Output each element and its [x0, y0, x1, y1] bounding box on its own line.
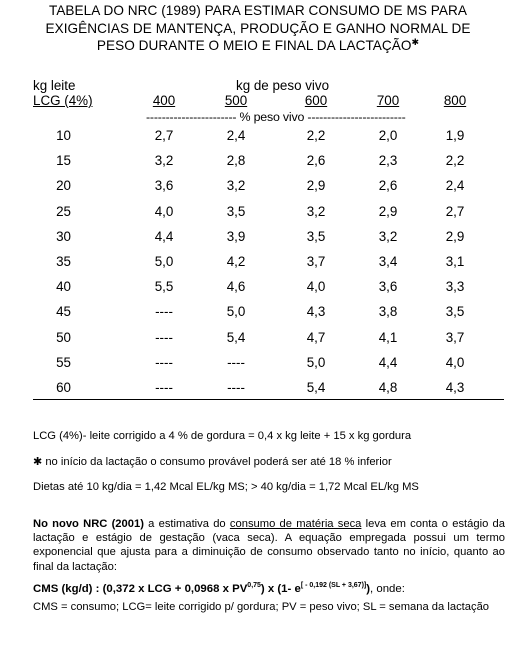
cell-value-700: 2,6	[378, 178, 398, 194]
cell-value-500: 5,4	[226, 329, 246, 345]
cell-kg-leite: 25	[56, 203, 71, 219]
table-title	[18, 2, 498, 55]
cell-value-700: 2,0	[378, 128, 398, 143]
cell-value-500: 3,5	[226, 203, 246, 219]
formula-exponent-e: [ - 0,192 (SL + 3,67)]	[300, 582, 367, 589]
column-header-800: 800	[443, 93, 467, 108]
cell-value-500: 4,2	[226, 254, 246, 269]
cell-value-400: ----	[155, 304, 173, 320]
cell-value-700: 4,4	[378, 354, 398, 370]
cell-value-700: 3,6	[378, 279, 398, 295]
cell-value-800: 4,3	[445, 380, 465, 395]
paragraph-text-2: leva em conta o estágio da lactação e estágio de gestação (vaca seca). A equação empregada possui um termo exponencial que ajusta para a diminuição de consumo observado tanto no início, quanto ao final da lactação:	[33, 518, 505, 573]
cell-kg-leite: 10	[56, 128, 71, 143]
cell-value-400: 3,6	[154, 178, 174, 194]
cell-value-800: 3,3	[445, 279, 465, 295]
cell-value-800: 2,9	[445, 228, 465, 244]
note-lcg: LCG (4%)- leite corrigido a 4 % de gordura = 0,4 x kg leite + 15 x kg gordura	[33, 430, 412, 442]
cell-value-400: ----	[155, 380, 173, 395]
cell-kg-leite: 60	[56, 380, 71, 395]
cell-value-500: 3,2	[226, 178, 246, 194]
cell-value-500: 5,0	[226, 304, 246, 320]
cell-kg-leite: 45	[56, 304, 71, 320]
column-header-400: 400	[152, 93, 176, 108]
nrc-2001-paragraph	[33, 517, 505, 574]
title-line-2: EXIGÊNCIAS DE MANTENÇA, PRODUÇÃO E GANHO NORMAL DE	[45, 20, 471, 36]
note-inicio-text: no início da lactação o consumo provável poderá ser até 18 % inferior	[42, 456, 392, 468]
formula-part-1: CMS (kg/d) : (0,372 x LCG + 0,0968 x PV	[33, 583, 248, 595]
cell-value-500: 3,9	[226, 228, 246, 244]
cell-value-800: 2,4	[445, 178, 465, 194]
formula-part-3: )	[366, 583, 371, 595]
cell-value-400: 3,2	[154, 153, 174, 169]
cell-value-700: 4,8	[378, 380, 398, 395]
cell-value-600: 5,4	[306, 380, 326, 395]
cell-value-700: 3,8	[378, 304, 398, 320]
cell-value-800: 2,2	[445, 153, 465, 169]
row-header-lcg: LCG (4%)	[33, 93, 93, 108]
cell-value-400: ----	[155, 354, 173, 370]
cell-value-500: 2,8	[226, 153, 246, 169]
asterisk-mark: ✱	[33, 456, 43, 468]
cell-value-500: 4,6	[226, 279, 246, 295]
asterisk-mark: ✱	[411, 37, 420, 47]
cell-kg-leite: 50	[56, 329, 71, 345]
cell-value-700: 3,4	[378, 254, 398, 269]
cell-value-400: 2,7	[154, 128, 174, 143]
abbreviation-definitions: CMS = consumo; LCG= leite corrigido p/ gordura; PV = peso vivo; SL = semana da lactação	[33, 601, 490, 613]
column-header-600: 600	[304, 93, 328, 108]
title-line-1: TABELA DO NRC (1989) PARA ESTIMAR CONSUMO DE MS PARA	[48, 3, 468, 18]
cell-value-800: 4,0	[445, 354, 465, 370]
cell-value-700: 3,2	[378, 228, 398, 244]
cell-value-500: 2,4	[226, 128, 246, 143]
title-line-3-text: PESO DURANTE O MEIO E FINAL DA LACTAÇÃO	[96, 38, 412, 53]
row-header-kg-leite: kg leite	[33, 78, 76, 93]
note-inicio-lactacao	[33, 455, 392, 468]
cell-kg-leite: 35	[56, 254, 71, 269]
cell-value-400: 5,0	[154, 254, 174, 269]
cell-value-800: 3,7	[445, 329, 465, 345]
cell-value-800: 1,9	[445, 128, 465, 143]
group-header-peso-vivo: kg de peso vivo	[236, 78, 330, 93]
cell-value-600: 4,7	[306, 329, 326, 345]
cell-value-600: 3,5	[306, 228, 326, 244]
cell-kg-leite: 55	[56, 354, 71, 370]
cell-value-600: 2,2	[306, 128, 326, 143]
note-dietas: Dietas até 10 kg/dia = 1,42 Mcal EL/kg MS; > 40 kg/dia = 1,72 Mcal EL/kg MS	[33, 481, 419, 493]
divider-line	[33, 399, 504, 400]
title-line-3	[18, 37, 498, 55]
column-header-700: 700	[376, 93, 400, 108]
cell-kg-leite: 30	[56, 228, 71, 244]
cell-value-800: 2,7	[445, 203, 465, 219]
paragraph-text-1: a estimativa do	[143, 518, 230, 530]
formula-part-2: ) x (1- e	[260, 583, 301, 595]
cell-value-500: ----	[227, 354, 245, 370]
cell-value-600: 4,0	[306, 279, 326, 295]
cell-value-700: 2,9	[378, 203, 398, 219]
formula-exponent-pv: 0,75	[247, 582, 261, 589]
cms-formula	[33, 583, 405, 595]
paragraph-underlined: consumo de matéria seca	[229, 518, 362, 530]
cell-value-600: 4,3	[306, 304, 326, 320]
cell-value-400: 5,5	[154, 279, 174, 295]
column-header-500: 500	[224, 93, 248, 108]
unit-row-percent: ----------------------- % peso vivo -------------------------	[146, 110, 406, 124]
cell-value-600: 5,0	[306, 354, 326, 370]
cell-value-600: 2,9	[306, 178, 326, 194]
cell-kg-leite: 20	[56, 178, 71, 194]
cell-value-400: 4,4	[154, 228, 174, 244]
cell-kg-leite: 40	[56, 279, 71, 295]
formula-suffix: , onde:	[370, 583, 405, 595]
cell-value-800: 3,5	[445, 304, 465, 320]
cell-value-800: 3,1	[445, 254, 465, 269]
cell-value-500: ----	[227, 380, 245, 395]
cell-value-600: 2,6	[306, 153, 326, 169]
cell-value-700: 2,3	[378, 153, 398, 169]
cell-value-600: 3,7	[306, 254, 326, 269]
paragraph-bold-lead: No novo NRC (2001)	[33, 518, 144, 530]
cell-kg-leite: 15	[56, 153, 71, 169]
cell-value-700: 4,1	[378, 329, 398, 345]
cell-value-400: ----	[155, 329, 173, 345]
cell-value-600: 3,2	[306, 203, 326, 219]
cell-value-400: 4,0	[154, 203, 174, 219]
